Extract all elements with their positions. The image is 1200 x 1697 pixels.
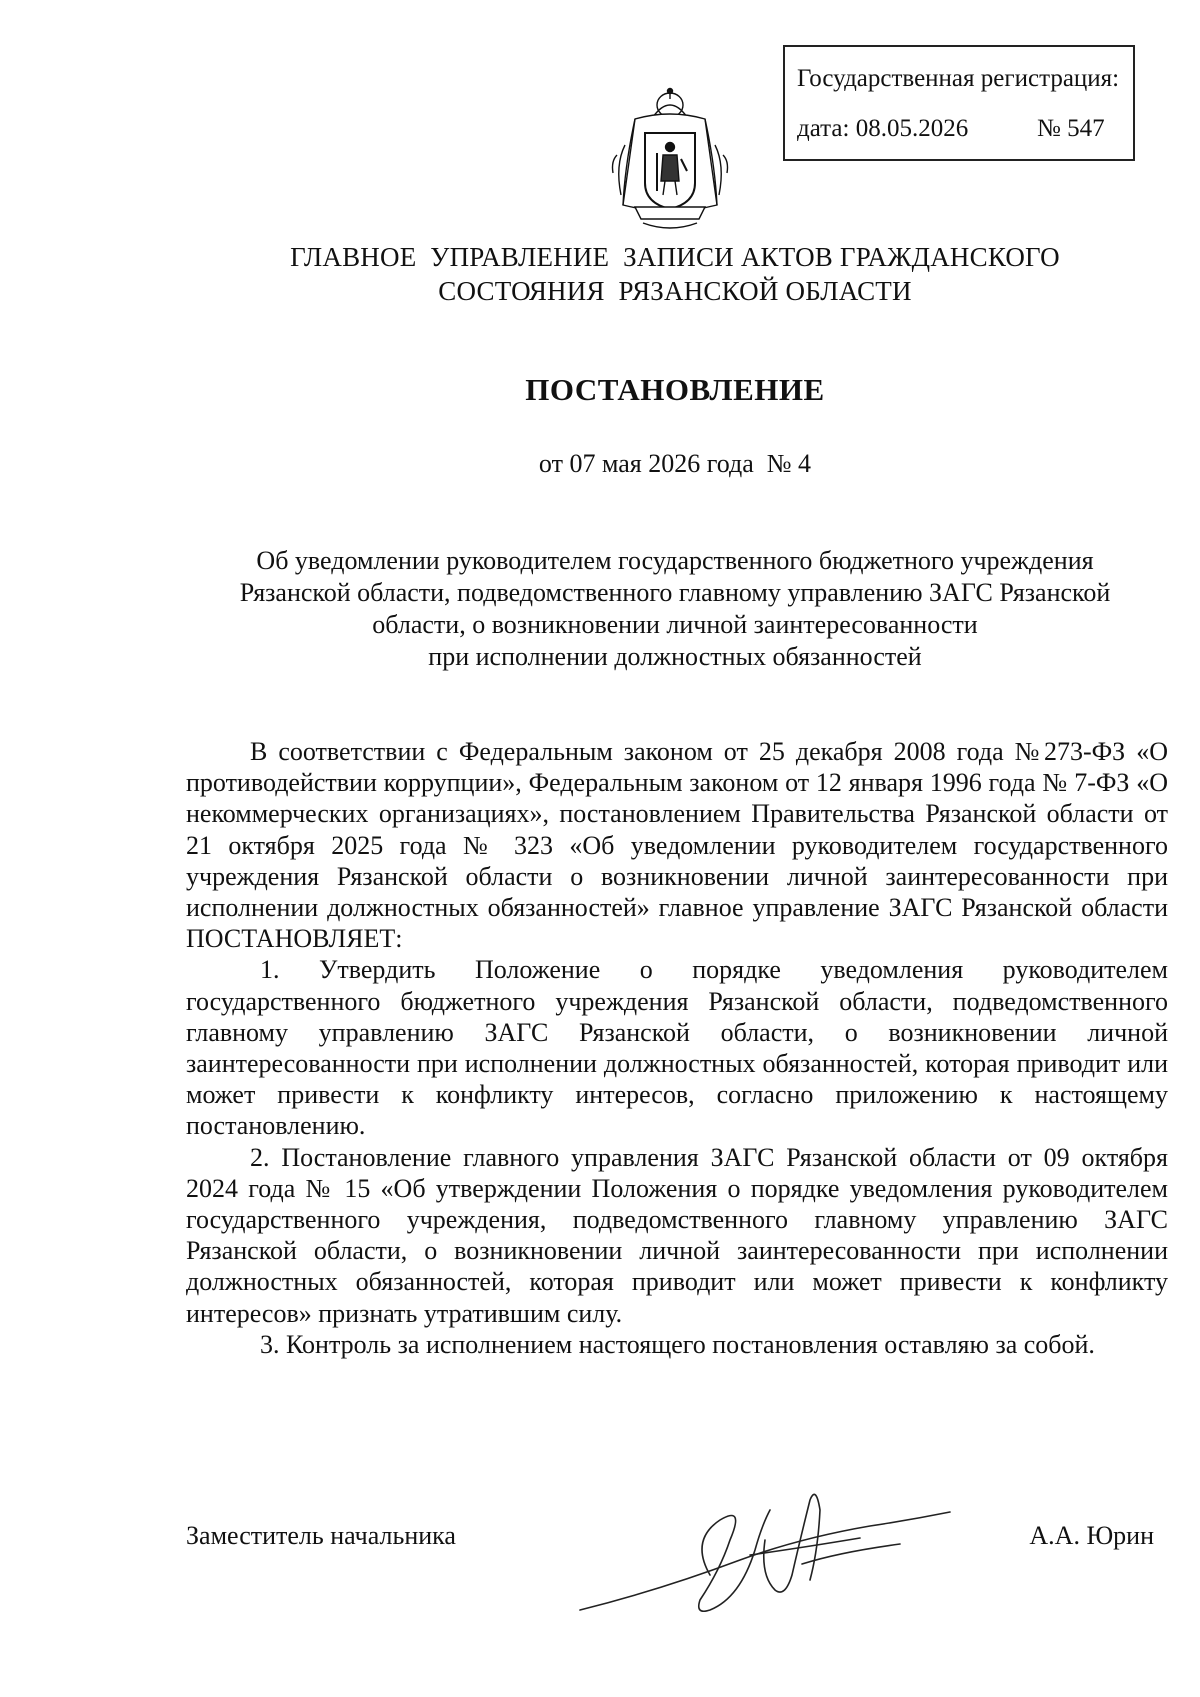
item-1-paragraph: 1. Утвердить Положение о порядке уведомления руководителем государственного бюджетного учреждения Рязанской области, подведомственного главному управлению ЗАГС Рязанской области, о возникновении личной заинтересованности при исполнении должностных обязанностей, которая приводит или может привести к конфликту интересов, согласно приложению к настоящему постановлению. [186, 955, 1168, 1141]
registration-stamp [783, 45, 1135, 161]
subject-line: при исполнении должностных обязанностей [428, 642, 922, 671]
registration-date: дата: 08.05.2026 [797, 115, 969, 142]
subject-line: Об уведомлении руководителем государственного бюджетного учреждения [256, 546, 1094, 575]
document-date-number: от 07 мая 2026 года № 4 [538, 449, 812, 478]
registration-number: № 547 [1037, 115, 1105, 142]
item-3-paragraph: 3. Контроль за исполнением настоящего постановления оставляю за собой. [260, 1329, 1095, 1359]
handwritten-signature [570, 1480, 960, 1680]
document-type: ПОСТАНОВЛЕНИЕ [525, 372, 825, 407]
item-2-paragraph: 2. Постановление главного управления ЗАГС Рязанской области от 09 октября 2024 года № 15 «Об утверждении Положения о порядке уведомления руководителем государственного учреждения, подведомственного главному управлению ЗАГС Рязанской области, о возникновении личной заинтересованности при исполнении должностных обязанностей, которая приводит или может привести к конфликту интересов» признать утратившим силу. [186, 1142, 1168, 1328]
document-subject [170, 545, 1180, 673]
preamble-paragraph: В соответствии с Федеральным законом от 25 декабря 2008 года №273-ФЗ «О противодействии коррупции», Федеральным законом от 12 января 1996 года № 7-ФЗ «О некоммерческих организациях», постановлением Правительства Рязанской области от 21 октября 2025 года № 323 «Об уведомлении руководителем государственного учреждения Рязанской области о возникновении личной заинтересованности при исполнении должностных обязанностей» главное управление ЗАГС Рязанской области ПОСТАНОВЛЯЕТ: [186, 737, 1168, 954]
registration-title: Государственная регистрация: [797, 65, 1120, 92]
organization-line-2: СОСТОЯНИЯ РЯЗАНСКОЙ ОБЛАСТИ [438, 276, 912, 306]
signatory-role: Заместитель начальника [186, 1521, 456, 1550]
coat-of-arms-icon [595, 85, 745, 235]
subject-line: области, о возникновении личной заинтересованности [372, 610, 978, 639]
organization-name [0, 240, 1200, 308]
signatory-name: А.А. Юрин [1029, 1521, 1154, 1550]
organization-line-1: ГЛАВНОЕ УПРАВЛЕНИЕ ЗАПИСИ АКТОВ ГРАЖДАНСКОГО [290, 242, 1060, 272]
subject-line: Рязанской области, подведомственного главному управлению ЗАГС Рязанской [239, 578, 1111, 607]
document-body [186, 736, 1168, 1360]
